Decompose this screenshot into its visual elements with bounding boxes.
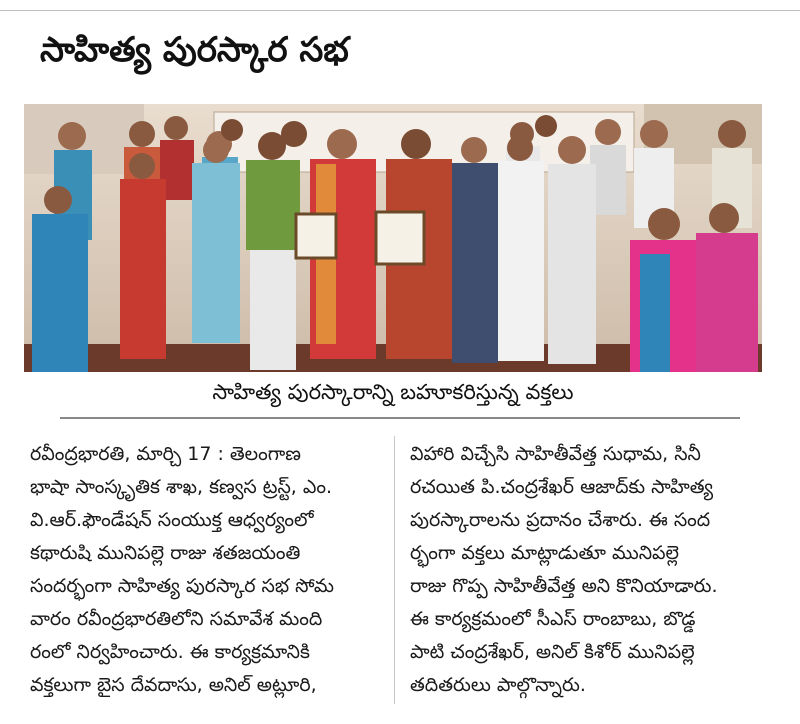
article-column-1: [30, 438, 382, 702]
article-column-2: [410, 438, 768, 702]
column2-line: పురస్కారాలను ప్రదానం చేశారు. ఈ సంద: [410, 509, 711, 531]
column2-line: రచయిత పి.చంద్రశేఖర్ ఆజాద్‌కు సాహిత్య: [410, 476, 714, 498]
column1-line: వి.ఆర్.ఫౌండేషన్ సంయుక్త ఆధ్వర్యంలో: [30, 509, 314, 531]
caption-rule: [60, 417, 740, 419]
column2-line: ఈ కార్యక్రమంలో సీఎస్ రాంబాబు, బొడ్డ: [410, 608, 696, 630]
column1-line: కథారుషి మునిపల్లె రాజు శతజయంతి: [30, 542, 301, 564]
event-photo-illustration: [24, 104, 762, 372]
column1-line: రంలో నిర్వహించారు. ఈ కార్యక్రమానికి: [30, 641, 310, 663]
column1-line: వక్తలుగా బైస దేవదాసు, అనిల్ అట్లూరి,: [30, 674, 317, 696]
column1-line: సందర్భంగా సాహిత్య పురస్కార సభ సోమ: [30, 575, 335, 597]
headline: సాహిత్య పురస్కార సభ: [40, 30, 349, 70]
column2-line: విహారి విచ్చేసి సాహితీవేత్త సుధామ, సినీ: [410, 443, 701, 465]
column1-line: రవీంద్రభారతి, మార్చి 17 : తెలంగాణ: [30, 443, 301, 465]
column2-line: ర్భంగా వక్తలు మాట్లాడుతూ మునిపల్లె: [410, 542, 680, 564]
photo-caption: సాహిత్య పురస్కారాన్ని బహూకరిస్తున్న వక్తలు: [212, 380, 574, 404]
column2-line: తదితరులు పాల్గొన్నారు.: [410, 674, 586, 696]
column-divider: [394, 436, 395, 704]
column2-line: పాటి చంద్రశేఖర్, అనిల్ కిశోర్ మునిపల్లె: [410, 641, 695, 663]
column1-line: భాషా సాంస్కృతిక శాఖ, కణ్వస ట్రస్ట్, ఎం.: [30, 476, 333, 498]
event-photo: [24, 104, 762, 372]
column2-line: రాజు గొప్ప సాహితీవేత్త అని కొనియాడారు.: [410, 575, 718, 597]
previous-article-strip: [0, 0, 800, 11]
column1-line: వారం రవీంద్రభారతిలోని సమావేశ మంది: [30, 608, 323, 630]
